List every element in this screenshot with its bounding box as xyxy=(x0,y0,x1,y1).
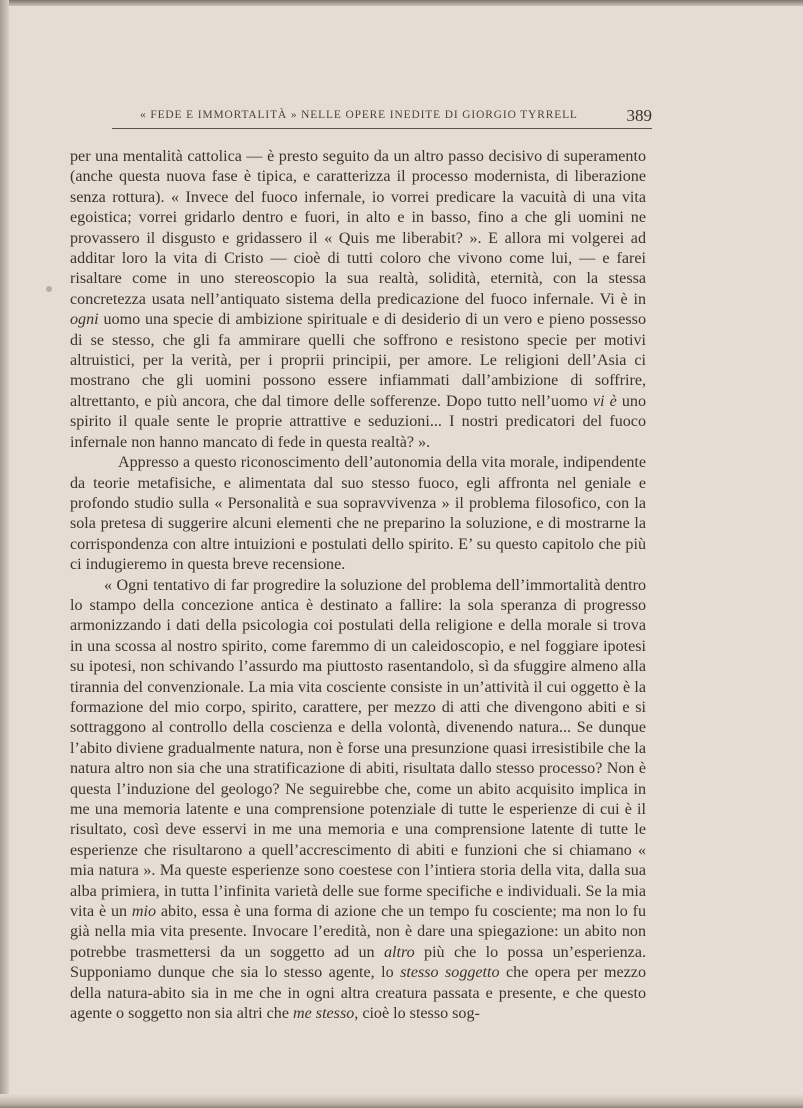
running-title: « FEDE E IMMORTALITÀ » NELLE OPERE INEDITE DI GIORGIO TYRRELL xyxy=(140,109,578,121)
italic-run: mio xyxy=(131,903,157,921)
italic-run: ogni xyxy=(70,311,99,329)
text-run: abito, essa è una forma di azione che un tempo fu cosciente; ma non lo fu già nella mia vita presente. Invocare l’eredità, non è dare una spiegazione: un abito non potrebbe trasmettersi da un soggetto ad un xyxy=(70,903,646,961)
text-run: per una mentalità cattolica — è presto seguito da un altro passo decisivo di superamento (anche questa nuova fase è tipica, e caratterizza il processo modernista, di liberazione senza rottura). « Invece del fuoco infernale, io vorrei predicare la vacuità di una vita egoistica; vorrei gridarlo dentro e fuori, in alto e in basso, fino a che gli uomini ne provassero il disgusto e gridassero il « Quis me liberabit? ». E allora mi volgerei ad additar loro la vita di Cristo — cioè di tutti coloro che vivono come lui, — e farei risaltare come in uno stereoscopio la sua realtà, solidità, eternità, con la stessa concretezza usata nell’antiquato sistema della predicazione del fuoco infernale. Vi è in xyxy=(70,148,646,308)
paragraph xyxy=(70,576,646,1025)
text-run: più che lo possa un’esperienza. Supponiamo dunque che sia lo stesso agente, lo xyxy=(70,943,646,982)
text-run: uno spirito il quale sente le proprie attrattive e seduzioni... I nostri predicatori del fuoco infernale non hanno mancato di fede in questa realtà? ». xyxy=(70,392,647,451)
paragraph xyxy=(70,147,646,453)
italic-run: stesso soggetto xyxy=(400,964,500,982)
running-header xyxy=(112,106,652,129)
text-run: « Ogni tentativo di far progredire la soluzione del problema dell’immortalità dentro lo stampo della concezione antica è destinato a fallire: la sola speranza di progresso armonizzando i dati della psicologia coi postulati della religione e della morale si trova in una scossa al nostro spirito, come faremmo di un caleidoscopio, e nel foggiare ipotesi su ipotesi, non schivando l’assurdo ma piuttosto rasentandolo, sì da sfuggire almeno alla tirannia del convenzionale. La mia vita cosciente consiste in un’attività il cui oggetto è la formazione del mio corpo, spirito, carattere, per mezzo di atti che divengono abiti e si sottraggono al controllo della coscienza e della volontà, divenendo natura... Se dunque l’abito diviene gradualmente natura, non è forse una presunzione quasi irresistibile che la natura altro non sia che una stratificazione di abiti, risultata dallo stesso processo? Non è questa l’induzione del geologo? Ne seguirebbe che, come un abito acquisito implica in me una memoria latente e una comprensione potenziale di tutte le esperienze di cui è il risultato, così deve esservi in me una memoria e una comprensione latente di tutte le esperienze che risultarono a quell’accrescimento di abiti e funzioni che si chiamano « mia natura ». Ma queste esperienze sono coestese con l’intiera storia della vita, dalla sua alba primiera, in tutta l’infinita varietà delle sue forme specifiche e individuali. Se la mia vita è un xyxy=(70,576,646,921)
page-top-edge xyxy=(0,0,803,6)
margin-dot-mark xyxy=(46,286,52,292)
body-text xyxy=(70,147,646,1024)
page-number: 389 xyxy=(626,106,652,125)
italic-run: vi è xyxy=(592,392,617,410)
text-run: , cioè lo stesso sog- xyxy=(354,1005,480,1023)
italic-run: altro xyxy=(383,943,415,961)
text-run: Appresso a questo riconoscimento dell’autonomia della vita morale, indipendente da teorie metafisiche, e alimentata dal suo stesso fuoco, egli affronta nel geniale e profondo studio sulla « Personalità e sua sopravvivenza » il problema filosofico, con la sola pretesa di suggerire alcuni elementi che ne preparino la soluzione, e di mostrarne la corrispondenza con altre intuizioni e postulati dello spirito. E’ su questo capitolo che più ci indugieremo in questa breve recensione. xyxy=(70,454,646,574)
paragraph xyxy=(70,453,646,575)
italic-run: me stesso xyxy=(293,1005,355,1023)
page-bottom-edge xyxy=(0,1094,803,1108)
text-run: uomo una specie di ambizione spirituale e di desiderio di un vero e pieno possesso di se stesso, che gli fa ammirare quelli che soffrono e resistono specie per motivi altruistici, per la verità, per i proprii principii, per amore. Le religioni dell’Asia ci mostrano che gli uomini possono essere infiammati dall’ambizione di soffrire, altrettanto, e più ancora, che dal timore delle sofferenze. Dopo tutto nell’uomo xyxy=(70,311,646,410)
page-binding-edge xyxy=(0,0,9,1108)
text-run: che opera per mezzo della natura-abito sia in me che in ogni altra creatura passata e presente, e che questo agente o soggetto non sia altri che xyxy=(70,964,646,1023)
